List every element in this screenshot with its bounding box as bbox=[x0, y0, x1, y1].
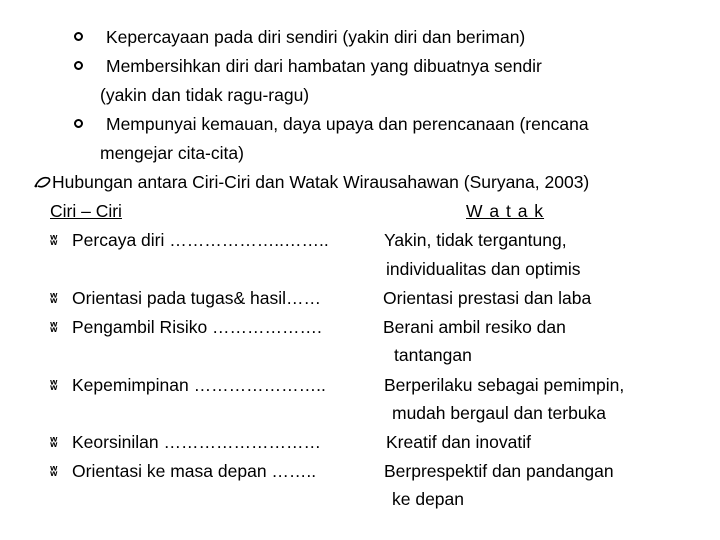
hollow-circle-bullet-icon bbox=[74, 32, 83, 41]
row-watak-3-cont: tantangan bbox=[394, 345, 472, 365]
row-watak-6-cont: ke depan bbox=[392, 489, 465, 509]
row-ciri-3: Pengambil Risiko ………………. bbox=[72, 317, 322, 337]
bullet-text-3: Mempunyai kemauan, daya upaya dan perencanaan (rencana bbox=[106, 114, 589, 134]
wingding-hook-bullet-icon: ʬ bbox=[50, 434, 58, 450]
row-watak-1-cont: individualitas dan optimis bbox=[386, 259, 581, 279]
row-watak-4: Berperilaku sebagai pemimpin, bbox=[384, 375, 625, 395]
bullet-text-2-cont: (yakin dan tidak ragu-ragu) bbox=[100, 85, 310, 105]
bullet-text-2: Membersihkan diri dari hambatan yang dibuatnya sendir bbox=[106, 56, 542, 76]
hollow-circle-bullet-icon bbox=[74, 119, 83, 128]
section-title: Hubungan antara Ciri-Ciri dan Watak Wirausahawan (Suryana, 2003) bbox=[52, 172, 590, 192]
hollow-circle-bullet-icon bbox=[74, 61, 83, 70]
wingding-hook-bullet-icon: ʬ bbox=[50, 377, 58, 393]
row-watak-5: Kreatif dan inovatif bbox=[386, 432, 531, 452]
row-watak-3: Berani ambil resiko dan bbox=[383, 317, 566, 337]
row-watak-2: Orientasi prestasi dan laba bbox=[383, 288, 592, 308]
wingding-hook-bullet-icon: ʬ bbox=[50, 463, 58, 479]
wingding-hook-bullet-icon: ʬ bbox=[50, 290, 58, 306]
row-watak-6: Berprespektif dan pandangan bbox=[384, 461, 614, 481]
row-ciri-6: Orientasi ke masa depan …….. bbox=[72, 461, 317, 481]
cursive-bullet-icon bbox=[32, 174, 54, 190]
row-ciri-4: Kepemimpinan ………………….. bbox=[72, 375, 326, 395]
row-ciri-1: Percaya diri ………………..…….. bbox=[72, 230, 329, 250]
row-watak-1: Yakin, tidak tergantung, bbox=[384, 230, 567, 250]
header-watak: W a t a k bbox=[466, 201, 545, 221]
row-ciri-5: Keorsinilan ……………………… bbox=[72, 432, 321, 452]
row-ciri-2: Orientasi pada tugas& hasil…… bbox=[72, 288, 322, 308]
row-watak-4-cont: mudah bergaul dan terbuka bbox=[392, 403, 607, 423]
bullet-text-1: Kepercayaan pada diri sendiri (yakin diri dan beriman) bbox=[106, 27, 526, 47]
header-ciri: Ciri – Ciri bbox=[50, 201, 122, 221]
bullet-text-3-cont: mengejar cita-cita) bbox=[100, 143, 244, 163]
wingding-hook-bullet-icon: ʬ bbox=[50, 232, 58, 248]
wingding-hook-bullet-icon: ʬ bbox=[50, 319, 58, 335]
